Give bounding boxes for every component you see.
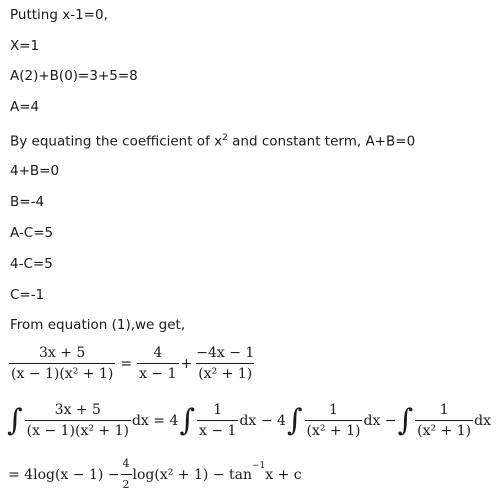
text-line-4: A=4 <box>10 99 40 115</box>
integral-dx-3: dx − <box>363 412 397 429</box>
fraction-term-2 <box>194 345 256 382</box>
result-fraction-den: 2 <box>121 474 132 493</box>
result-superscript: −1 <box>251 461 266 471</box>
integral-fraction-1 <box>197 402 238 439</box>
fraction-term-2-num: −4x − 1 <box>196 345 255 361</box>
fraction-term-2-den: (x² + 1) <box>196 363 254 382</box>
text-line-11: From equation (1),we get, <box>10 317 186 333</box>
result-prefix: = 4log(x − 1) − <box>8 466 120 483</box>
integral-dx-4: dx <box>474 412 492 429</box>
integral-dx-2: dx − 4 <box>239 412 286 429</box>
equation-result <box>8 456 302 493</box>
integral-fraction-lhs <box>25 402 131 439</box>
result-tail: x + c <box>265 466 302 483</box>
integral-fraction-lhs-den: (x − 1)(x² + 1) <box>25 420 131 439</box>
equals-sign: = <box>120 355 133 372</box>
integral-fraction-lhs-num: 3x + 5 <box>54 402 101 418</box>
text-line-3: A(2)+B(0)=3+5=8 <box>10 68 138 84</box>
integral-sign-1: ∫ <box>7 402 23 438</box>
integral-fraction-3-num: 1 <box>439 402 449 418</box>
text-line-8: A-C=5 <box>10 225 54 241</box>
integral-fraction-2-num: 1 <box>329 402 338 418</box>
result-middle: log(x² + 1) − tan <box>132 466 252 483</box>
text-line-10: C=-1 <box>10 287 45 303</box>
integral-fraction-3-den: (x² + 1) <box>415 420 473 439</box>
integral-fraction-1-num: 1 <box>213 402 223 418</box>
integral-sign-4: ∫ <box>397 402 414 438</box>
integral-sign-2: ∫ <box>179 402 196 438</box>
equation-integral <box>6 402 491 439</box>
integral-fraction-3 <box>415 402 473 439</box>
text-line-5-post: and constant term, A+B=0 <box>227 133 416 150</box>
result-fraction <box>121 456 132 493</box>
result-fraction-num: 4 <box>122 457 130 470</box>
text-line-6: 4+B=0 <box>10 163 60 179</box>
fraction-term-1-den: x − 1 <box>137 363 178 382</box>
plus-sign: + <box>180 355 193 372</box>
integral-fraction-1-den: x − 1 <box>197 420 238 439</box>
text-line-1: Putting x-1=0, <box>10 7 108 23</box>
fraction-lhs <box>9 345 115 382</box>
text-line-9: 4-C=5 <box>10 256 53 272</box>
fraction-lhs-den: (x − 1)(x² + 1) <box>9 363 115 382</box>
fraction-term-1-num: 4 <box>153 345 163 361</box>
fraction-lhs-num: 3x + 5 <box>38 345 86 361</box>
fraction-term-1 <box>137 345 178 382</box>
integral-fraction-2 <box>305 402 363 439</box>
text-line-7: B=-4 <box>10 194 45 210</box>
text-line-5-sup: 2 <box>222 133 228 143</box>
text-line-5 <box>10 130 415 150</box>
equation-partial-fractions <box>8 345 257 382</box>
text-line-5-pre: By equating the coefficient of x <box>10 133 223 150</box>
integral-fraction-2-den: (x² + 1) <box>305 420 363 439</box>
integral-sign-3: ∫ <box>286 402 303 438</box>
text-line-2: X=1 <box>10 38 40 54</box>
integral-dx-1: dx = 4 <box>131 412 179 429</box>
